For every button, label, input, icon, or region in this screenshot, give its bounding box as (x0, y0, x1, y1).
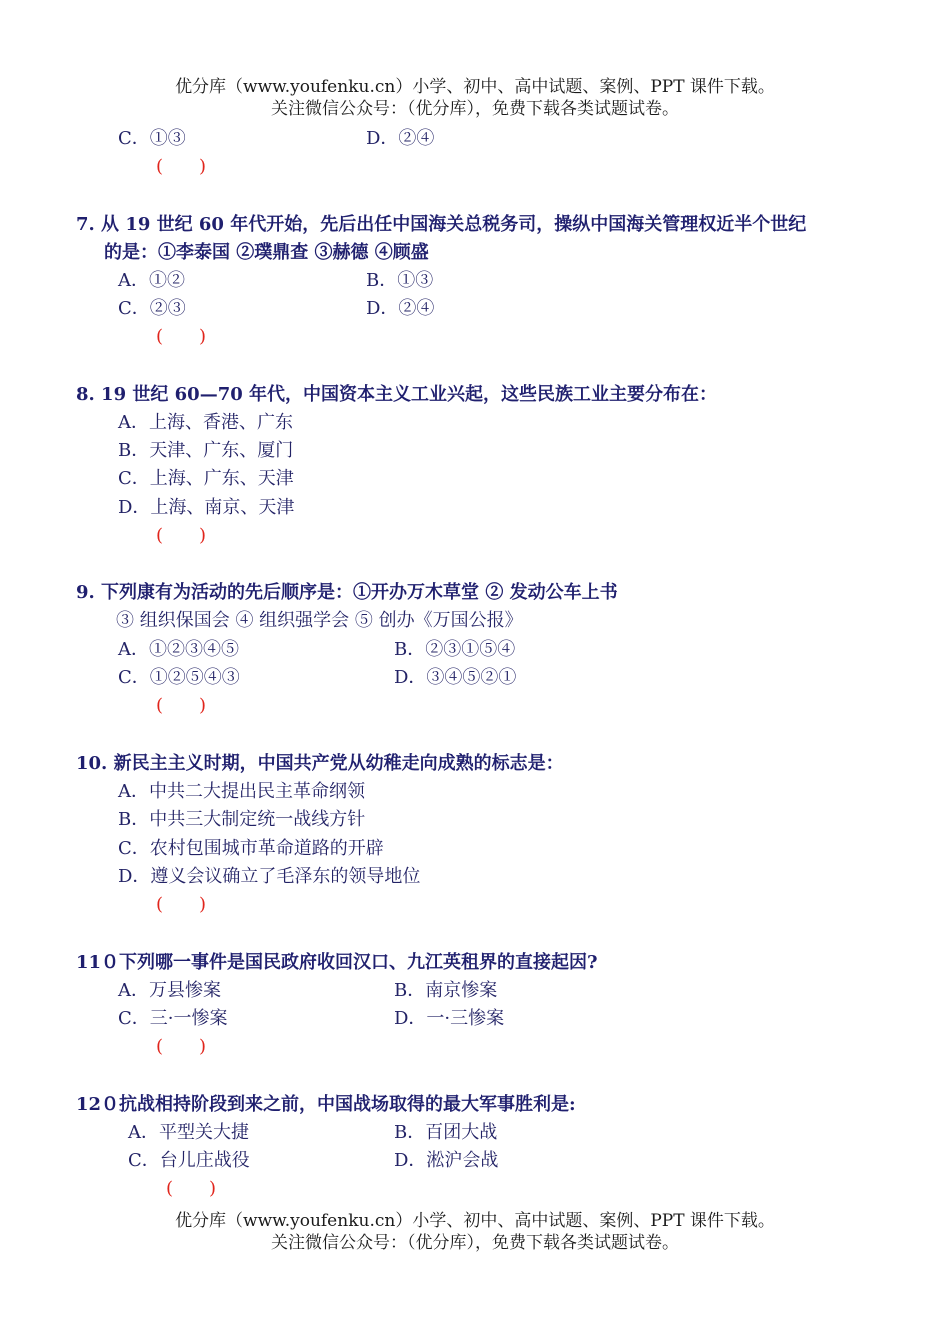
question-7-stem: 7. 从 19 世纪 60 年代开始，先后出任中国海关总税务司，操纵中国海关管理权近半个世纪 (76, 214, 807, 235)
question-8-option-b: B．天津、广东、厦门 (118, 440, 294, 461)
question-12-stem: 12０抗战相持阶段到来之前，中国战场取得的最大军事胜利是: (76, 1094, 576, 1115)
paren-close: ) (199, 326, 207, 347)
question-11-option-d: D．一·三惨案 (394, 1008, 505, 1029)
paren-open: ( (156, 156, 164, 177)
question-12-option-a: A．平型关大捷 (128, 1122, 249, 1143)
question-7-option-a: A．①② (118, 270, 185, 291)
question-9-option-c: C．①②⑤④③ (118, 667, 240, 688)
paren-open: ( (166, 1178, 174, 1199)
question-7-option-b: B．①③ (366, 270, 434, 291)
question-9-stem: 9. 下列康有为活动的先后顺序是：①开办万木草堂 ② 发动公车上书 (76, 582, 618, 603)
question-7-option-c: C．②③ (118, 298, 186, 319)
prev-option-d: D．②④ (366, 128, 435, 149)
question-12-answer-blank[interactable] (166, 1177, 216, 1201)
paren-open: ( (156, 894, 164, 915)
footer-line-2: 关注微信公众号：（优分库），免费下载各类试题试卷。 (271, 1233, 679, 1253)
question-8-option-a: A．上海、香港、广东 (118, 412, 293, 433)
question-11-option-a: A．万县惨案 (118, 980, 221, 1001)
question-7-option-d: D．②④ (366, 298, 435, 319)
question-7-stem-cont: 的是：①李泰国 ②璞鼎查 ③赫德 ④顾盛 (104, 242, 429, 263)
question-9-stem-cont: ③ 组织保国会 ④ 组织强学会 ⑤ 创办《万国公报》 (116, 610, 523, 631)
question-12-option-c: C．台儿庄战役 (128, 1150, 250, 1171)
question-11-answer-blank[interactable] (156, 1035, 206, 1059)
paren-open: ( (156, 326, 164, 347)
paren-close: ) (199, 156, 207, 177)
question-9-option-d: D．③④⑤②① (394, 667, 517, 688)
paren-close: ) (199, 525, 207, 546)
question-8-option-c: C．上海、广东、天津 (118, 468, 294, 489)
question-10-option-a: A．中共二大提出民主革命纲领 (118, 781, 365, 802)
footer-line-1: 优分库（www.youfenku.cn）小学、初中、高中试题、案例、PPT 课件下载。 (175, 1211, 775, 1231)
paren-close: ) (199, 894, 207, 915)
answer-blank[interactable] (156, 155, 206, 179)
paren-open: ( (156, 1036, 164, 1057)
header-line-1: 优分库（www.youfenku.cn）小学、初中、高中试题、案例、PPT 课件下载。 (175, 77, 775, 97)
paren-open: ( (156, 695, 164, 716)
question-11-option-c: C．三·一惨案 (118, 1008, 228, 1029)
question-8-answer-blank[interactable] (156, 524, 206, 548)
paren-close: ) (199, 1036, 207, 1057)
question-10-option-d: D．遵义会议确立了毛泽东的领导地位 (118, 866, 421, 887)
header-line-2: 关注微信公众号：（优分库），免费下载各类试题试卷。 (271, 99, 679, 119)
question-11-option-b: B．南京惨案 (394, 980, 498, 1001)
question-10-option-c: C．农村包围城市革命道路的开辟 (118, 838, 384, 859)
question-12-option-d: D．淞沪会战 (394, 1150, 499, 1171)
question-8-option-d: D．上海、南京、天津 (118, 497, 295, 518)
paren-close: ) (209, 1178, 217, 1199)
question-9-option-b: B．②③①⑤④ (394, 639, 516, 660)
question-10-stem: 10. 新民主主义时期，中国共产党从幼稚走向成熟的标志是： (76, 753, 564, 774)
question-9-answer-blank[interactable] (156, 694, 206, 718)
question-11-stem: 11０下列哪一事件是国民政府收回汉口、九江英租界的直接起因? (76, 952, 598, 973)
question-10-option-b: B．中共三大制定统一战线方针 (118, 809, 366, 830)
question-7-answer-blank[interactable] (156, 325, 206, 349)
question-10-answer-blank[interactable] (156, 893, 206, 917)
question-9-option-a: A．①②③④⑤ (118, 639, 239, 660)
paren-close: ) (199, 695, 207, 716)
question-8-stem: 8. 19 世纪 60—70 年代，中国资本主义工业兴起，这些民族工业主要分布在： (76, 384, 718, 405)
prev-option-c: C．①③ (118, 128, 186, 149)
paren-open: ( (156, 525, 164, 546)
question-12-option-b: B．百团大战 (394, 1122, 498, 1143)
